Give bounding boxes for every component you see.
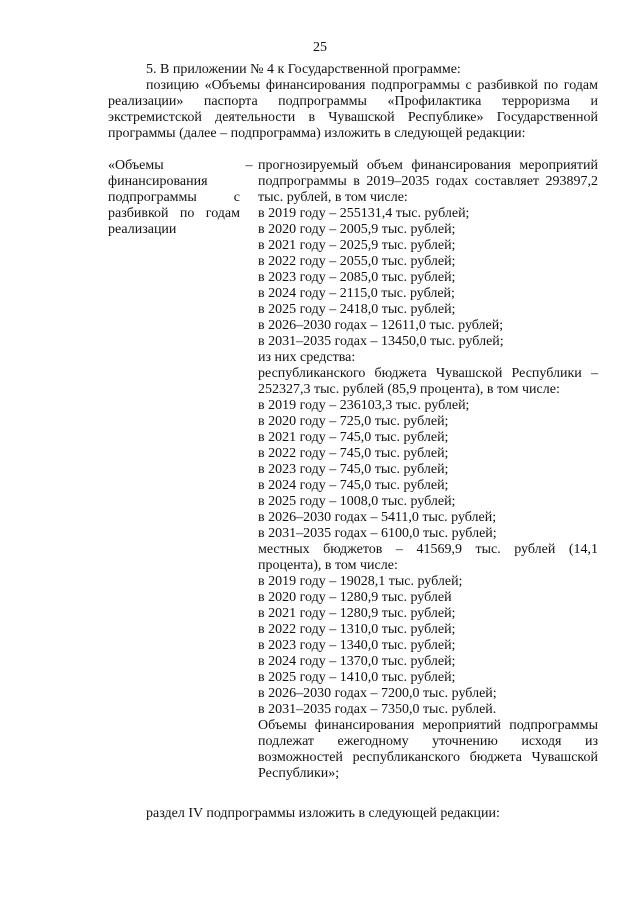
- row-local-2025: в 2025 году – 1410,0 тыс. рублей;: [258, 670, 456, 685]
- intro-line-1: 5. В приложении № 4 к Государственной программе:: [146, 62, 461, 77]
- row-total-2021: в 2021 году – 2025,9 тыс. рублей;: [258, 238, 456, 253]
- intro-block: [108, 62, 598, 142]
- row-republic-2019: в 2019 году – 236103,3 тыс. рублей;: [258, 398, 470, 413]
- row-annual-adjustment-note: Объемы финансирования мероприятий подпрограммы подлежат ежегодному уточнению исходя из возможностей республиканского бюджета Чувашской Республики»;: [258, 718, 598, 781]
- row-total-2031-2035: в 2031–2035 годах – 13450,0 тыс. рублей;: [258, 334, 504, 349]
- row-local-2023: в 2023 году – 1340,0 тыс. рублей;: [258, 638, 456, 653]
- row-local-2020: в 2020 году – 1280,9 тыс. рублей: [258, 590, 452, 605]
- row-republic-2024: в 2024 году – 745,0 тыс. рублей;: [258, 478, 449, 493]
- row-total-2023: в 2023 году – 2085,0 тыс. рублей;: [258, 270, 456, 285]
- row-total-2020: в 2020 году – 2005,9 тыс. рублей;: [258, 222, 456, 237]
- label-dash: –: [245, 158, 253, 173]
- row-republic-2031-2035: в 2031–2035 годах – 6100,0 тыс. рублей;: [258, 526, 497, 541]
- financing-values: [258, 158, 598, 782]
- row-republic-2021: в 2021 году – 745,0 тыс. рублей;: [258, 430, 449, 445]
- row-republic-2022: в 2022 году – 745,0 тыс. рублей;: [258, 446, 449, 461]
- row-local-2024: в 2024 году – 1370,0 тыс. рублей;: [258, 654, 456, 669]
- row-local-2026-2030: в 2026–2030 годах – 7200,0 тыс. рублей;: [258, 686, 497, 701]
- row-republic-budget: республиканского бюджета Чувашской Республики – 252327,3 тыс. рублей (85,9 процента), в том числе:: [258, 366, 598, 397]
- row-local-2031-2035: в 2031–2035 годах – 7350,0 тыс. рублей.: [258, 702, 497, 717]
- row-total-2022: в 2022 году – 2055,0 тыс. рублей;: [258, 254, 456, 269]
- row-total: прогнозируемый объем финансирования мероприятий подпрограммы в 2019–2035 годах составляет 293897,2 тыс. рублей, в том числе:: [258, 158, 598, 205]
- row-total-2019: в 2019 году – 255131,4 тыс. рублей;: [258, 206, 470, 221]
- row-local-2021: в 2021 году – 1280,9 тыс. рублей;: [258, 606, 456, 621]
- row-republic-2025: в 2025 году – 1008,0 тыс. рублей;: [258, 494, 456, 509]
- row-republic-2020: в 2020 году – 725,0 тыс. рублей;: [258, 414, 449, 429]
- row-total-2024: в 2024 году – 2115,0 тыс. рублей;: [258, 286, 455, 301]
- section-iv-line: раздел IV подпрограммы изложить в следующей редакции:: [146, 806, 500, 821]
- financing-table: [108, 158, 598, 782]
- intro-paragraph: позицию «Объемы финансирования подпрограммы с разбивкой по годам реализации» паспорта подпрограммы «Профилактика терроризма и экстремистской деятельности в Чувашской Республике» Государственной программы (далее – подпрограмма) изложить в следующей редакции:: [108, 78, 598, 141]
- page-number: 25: [313, 40, 327, 55]
- row-sources-heading: из них средства:: [258, 350, 356, 365]
- row-local-2022: в 2022 году – 1310,0 тыс. рублей;: [258, 622, 456, 637]
- row-republic-2026-2030: в 2026–2030 годах – 5411,0 тыс. рублей;: [258, 510, 497, 525]
- row-local-budgets: местных бюджетов – 41569,9 тыс. рублей (14,1 процента), в том числе:: [258, 542, 598, 573]
- row-local-2019: в 2019 году – 19028,1 тыс. рублей;: [258, 574, 463, 589]
- row-republic-2023: в 2023 году – 745,0 тыс. рублей;: [258, 462, 449, 477]
- financing-label: «Объемы финансирования подпрограммы с разбивкой по годам реализации: [108, 158, 240, 237]
- row-total-2025: в 2025 году – 2418,0 тыс. рублей;: [258, 302, 456, 317]
- row-total-2026-2030: в 2026–2030 годах – 12611,0 тыс. рублей;: [258, 318, 504, 333]
